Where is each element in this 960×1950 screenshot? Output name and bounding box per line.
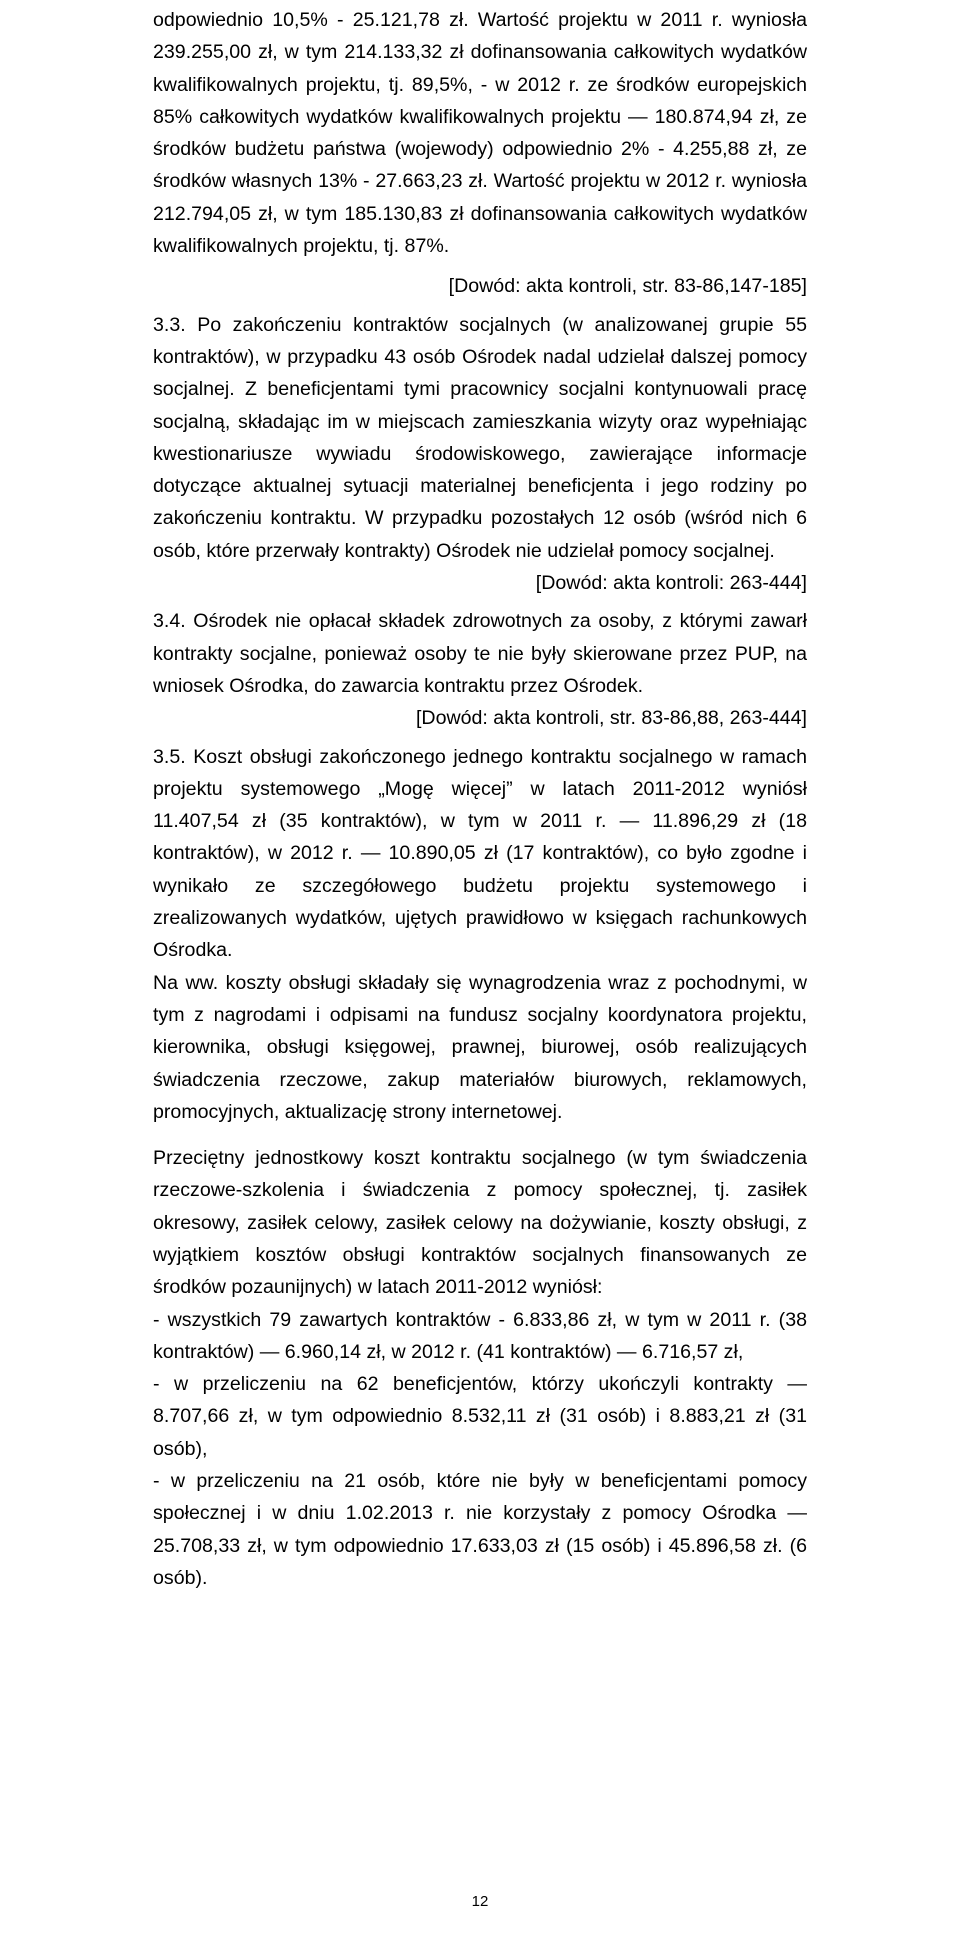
source-reference: [Dowód: akta kontroli, str. 83-86,147-185]: [448, 275, 807, 298]
source-reference: [Dowód: akta kontroli, str. 83-86,88, 263-444]: [415, 707, 807, 730]
source-reference: [Dowód: akta kontroli: 263-444]: [535, 572, 807, 595]
section-number: 3.4.: [153, 610, 186, 633]
list-item: - w przeliczeniu na 21 osób, które nie były w beneficjentami pomocy społecznej i w dniu 1.02.2013 r. nie korzystały z pomocy Ośrodka — 25.708,33 zł, w tym odpowiednio 17.633,03 zł (15 osób) i 45.896,58 zł. (6 osób).: [153, 1470, 807, 1589]
section-text: Po zakończeniu kontraktów socjalnych (w analizowanej grupie 55 kontraktów), w przypadku 43 osób Ośrodek nadal udzielał dalszej pomocy socjalnej. Z beneficjentami tymi pracownicy socjalni kontynuowali pracę socjalną, składając im w miejscach zamieszkania wizyty oraz wypełniając kwestionariusze wywiadu środowiskowego, zawierające informacje dotyczące aktualnej sytuacji materialnej beneficjenta i jego rodziny po zakończeniu kontraktu. W przypadku pozostałych 12 osób (wśród nich 6 osób, które przerwały kontrakty) Ośrodek nie udzielał pomocy socjalnej.: [153, 313, 807, 562]
list-item: - w przeliczeniu na 62 beneficjentów, którzy ukończyli kontrakty — 8.707,66 zł, w tym odpowiednio 8.532,11 zł (31 osób) i 8.883,21 zł (31 osób),: [153, 1373, 807, 1460]
list-item: - wszystkich 79 zawartych kontraktów - 6.833,86 zł, w tym w 2011 r. (38 kontraktów) — 6.960,14 zł, w 2012 r. (41 kontraktów) — 6.716,57 zł,: [153, 1308, 807, 1363]
section-3-3: [153, 309, 807, 567]
section-number: 3.5.: [153, 745, 186, 768]
section-text: Ośrodek nie opłacał składek zdrowotnych za osoby, z którymi zawarł kontrakty socjalne, ponieważ osoby te nie były skierowane przez PUP, na wniosek Ośrodka, do zawarcia kontraktu przez Ośrodek.: [153, 610, 807, 697]
section-number: 3.3.: [153, 313, 186, 336]
intro-paragraph: odpowiednio 10,5% - 25.121,78 zł. Wartość projektu w 2011 r. wyniosła 239.255,00 zł, w tym 214.133,32 zł dofinansowania całkowitych wydatków kwalifikowalnych projektu, tj. 89,5%, - w 2012 r. ze środków europejskich 85% całkowitych wydatków kwalifikowalnych projektu — 180.874,94 zł, ze środków budżetu państwa (wojewody) odpowiednio 2% - 4.255,88 zł, ze środków własnych 13% - 27.663,23 zł. Wartość projektu w 2012 r. wyniosła 212.794,05 zł, w tym 185.130,83 zł dofinansowania całkowitych wydatków kwalifikowalnych projektu, tj. 87%.: [153, 9, 807, 258]
costs-paragraph: Na ww. koszty obsługi składały się wynagrodzenia wraz z pochodnymi, w tym z nagrodami i odpisami na fundusz socjalny koordynatora projektu, kierownika, obsługi księgowej, prawnej, biurowej, osób realizujących świadczenia rzeczowe, zakup materiałów biurowych, reklamowych, promocyjnych, aktualizację strony internetowej.: [153, 971, 807, 1123]
page-number: 12: [471, 1893, 489, 1910]
section-3-5: [153, 741, 807, 967]
section-text: Koszt obsługi zakończonego jednego kontraktu socjalnego w ramach projektu systemowego „Mogę więcej” w latach 2011-2012 wyniósł 11.407,54 zł (35 kontraktów), w tym w 2011 r. — 11.896,29 zł (18 kontraktów), w 2012 r. — 10.890,05 zł (17 kontraktów), co było zgodne i wynikało ze szczegółowego budżetu projektu systemowego i zrealizowanych wydatków, ujętych prawidłowo w księgach rachunkowych Ośrodka.: [153, 745, 807, 962]
section-3-4: [153, 605, 807, 702]
average-cost-paragraph: Przeciętny jednostkowy koszt kontraktu socjalnego (w tym świadczenia rzeczowe-szkolenia i świadczenia z pomocy społecznej, tj. zasiłek okresowy, zasiłek celowy, zasiłek celowy na dożywianie, koszty obsługi, z wyjątkiem kosztów obsługi kontraktów socjalnych finansowanych ze środków pozaunijnych) w latach 2011-2012 wyniósł:: [153, 1147, 807, 1299]
